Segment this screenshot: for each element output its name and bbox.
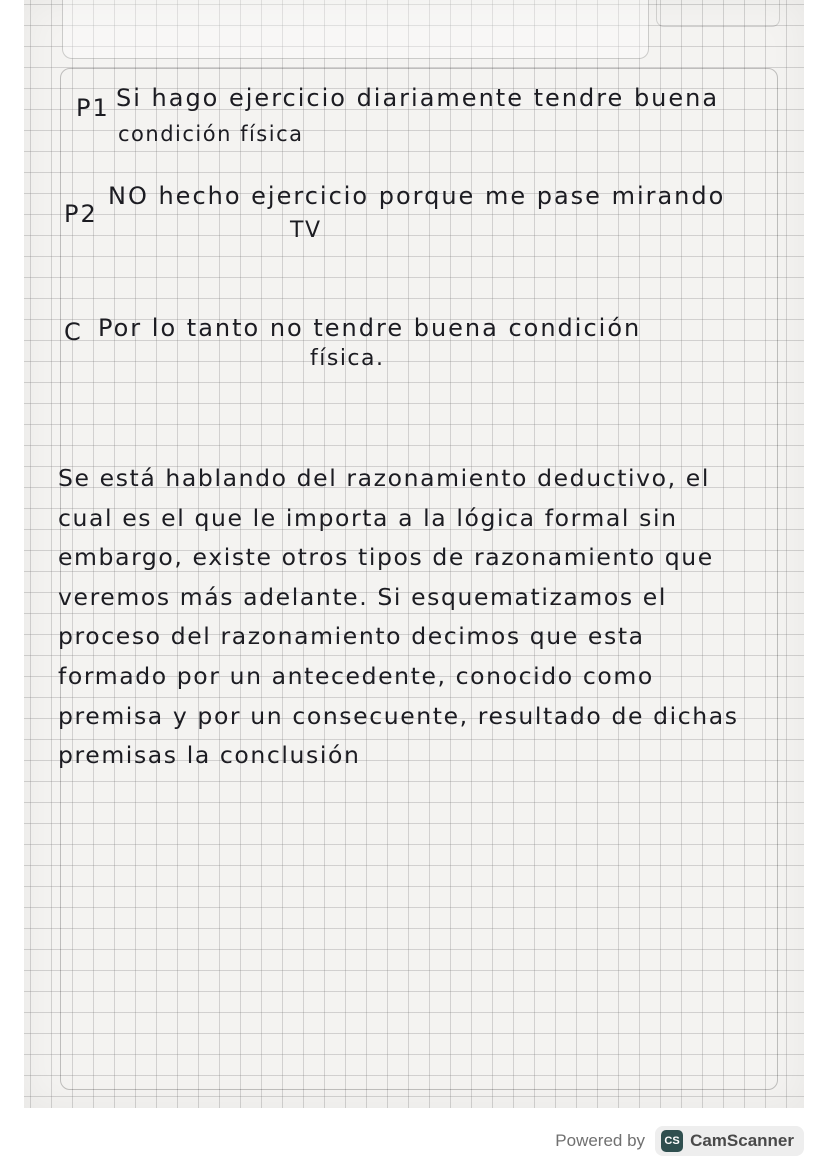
premise-1-line-1: Si hago ejercicio diariamente tendre buena [116,84,720,112]
header-date-box [656,0,780,27]
notebook-page [24,0,804,1108]
paragraph-line: embargo, existe otros tipos de razonamiento que [58,543,714,572]
camscanner-badge [655,1126,804,1156]
paragraph-line: proceso del razonamiento decimos que esta [58,622,645,651]
conclusion-line-1: Por lo tanto no tendre buena condición [98,314,642,342]
header-box [62,0,649,59]
premise-1-label: P1 [76,94,110,122]
paragraph-line: Se está hablando del razonamiento deductivo, el [58,464,710,492]
camscanner-watermark [547,1124,814,1158]
paragraph-line: formado por un antecedente, conocido como [58,661,654,690]
premise-2-label: P2 [64,200,98,228]
explanation-paragraph [58,462,778,779]
premise-2-line-1: NO hecho ejercicio porque me pase mirando [108,182,726,210]
camscanner-logo-icon: CS [661,1130,683,1152]
powered-by-text: Powered by [555,1131,646,1150]
paragraph-line: cual es el que le importa a la lógica formal sin [58,503,678,532]
premise-1-line-2: condición física [118,122,304,146]
conclusion-label: C [64,318,83,346]
paragraph-line: veremos más adelante. Si esquematizamos el [58,582,667,611]
premise-2-line-2: TV [290,218,322,243]
camscanner-brand-name: CamScanner [690,1131,794,1150]
conclusion-line-2: física. [310,346,385,371]
paragraph-line: premisa y por un consecuente, resultado de dichas [58,701,739,730]
paragraph-line: premisas la conclusión [58,741,361,770]
